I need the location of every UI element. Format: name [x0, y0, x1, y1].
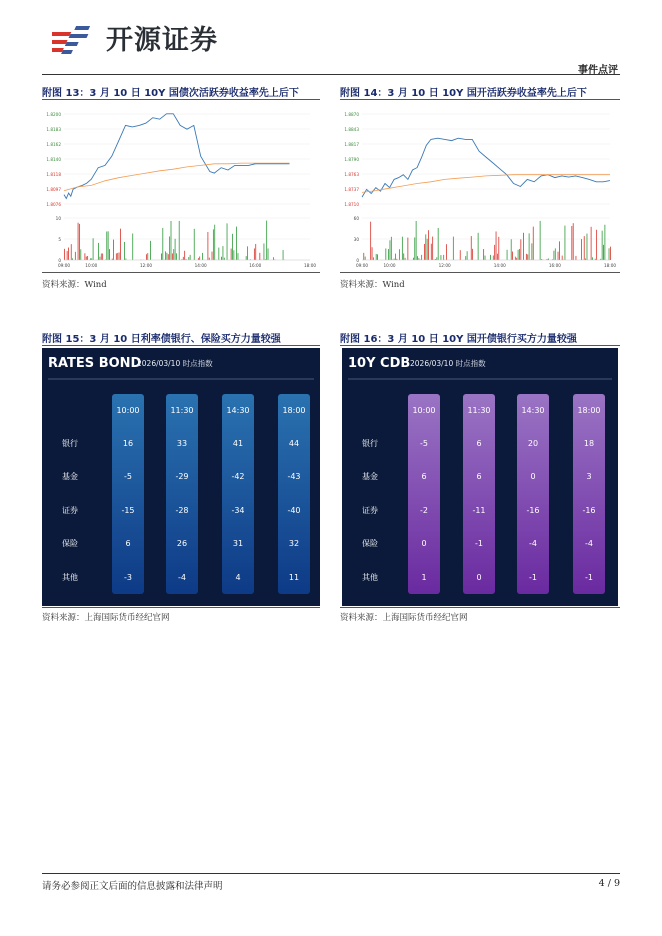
volume-bar: [188, 257, 189, 260]
x-tick-label: 14:00: [194, 263, 207, 268]
cell-value: -2: [420, 506, 428, 515]
volume-bar: [507, 250, 508, 260]
row-label: 保险: [362, 539, 378, 548]
volume-bar: [391, 237, 392, 260]
volume-bar: [175, 239, 176, 260]
brand-logo-icon: [52, 22, 104, 60]
volume-bar: [571, 226, 572, 260]
figure-16-caption-rule: [340, 345, 620, 346]
volume-bar: [555, 248, 556, 260]
cell-value: -5: [420, 439, 428, 448]
volume-bar: [436, 257, 437, 260]
volume-bar: [407, 238, 408, 260]
volume-bar: [610, 247, 611, 260]
volume-bar: [403, 253, 404, 260]
volume-bar: [390, 240, 391, 260]
volume-bar: [98, 243, 99, 260]
volume-bar: [264, 243, 265, 260]
volume-bar: [108, 231, 109, 260]
row-label: 保险: [62, 539, 78, 548]
volume-bar: [209, 258, 210, 260]
cell-value: 32: [288, 539, 300, 548]
volume-bar: [214, 225, 215, 260]
document-type: 事件点评: [578, 65, 618, 76]
cell-value: -29: [175, 472, 189, 481]
figure-16-panel: [342, 348, 618, 606]
cell-value: -16: [526, 506, 540, 515]
figure-14-source-rule: [340, 272, 620, 273]
volume-bar: [80, 249, 81, 260]
volume-bar: [460, 250, 461, 260]
volume-bar: [443, 255, 444, 260]
volume-bar: [604, 225, 605, 260]
volume-bar: [446, 244, 447, 260]
volume-bar: [540, 221, 541, 260]
y-tick-label: 1.8140: [46, 157, 61, 162]
figure-15-caption-rule: [42, 345, 320, 346]
volume-bar: [531, 243, 532, 260]
volume-bar: [101, 253, 102, 260]
volume-bar: [132, 233, 133, 260]
row-label: 银行: [62, 439, 78, 448]
volume-tick-label: 0: [58, 258, 61, 263]
volume-bar: [584, 236, 585, 260]
volume-bar: [431, 244, 432, 260]
cell-value: -5: [124, 472, 132, 481]
brand-name: 开源证券: [106, 25, 218, 56]
cell-value: -34: [231, 506, 245, 515]
cell-value: 1: [421, 573, 427, 582]
cell-value: 20: [527, 439, 539, 448]
cell-value: -42: [231, 472, 245, 481]
cell-value: 0: [476, 573, 482, 582]
volume-bar: [183, 257, 184, 260]
volume-bar: [79, 224, 80, 260]
cell-value: -1: [475, 539, 483, 548]
volume-bar: [554, 251, 555, 260]
cell-value: 0: [421, 539, 427, 548]
footer-rule: [42, 873, 620, 874]
cell-value: -1: [585, 573, 593, 582]
y-tick-label: 1.8763: [344, 172, 359, 177]
volume-bar: [224, 258, 225, 260]
volume-bar: [511, 239, 512, 260]
volume-bar: [478, 233, 479, 260]
cell-value: -4: [529, 539, 537, 548]
row-label: 其他: [362, 573, 378, 582]
volume-bar: [581, 239, 582, 260]
figure-13-source-rule: [42, 272, 320, 273]
volume-bar: [483, 249, 484, 260]
row-label: 基金: [362, 472, 378, 481]
volume-bar: [465, 256, 466, 260]
volume-bar: [512, 252, 513, 260]
figure-15-caption: 附图 15：3 月 10 日利率债银行、保险买方力量较强: [42, 334, 281, 345]
volume-bar: [194, 229, 195, 260]
volume-bar: [165, 251, 166, 260]
row-label: 基金: [62, 472, 78, 481]
volume-tick-label: 10: [55, 216, 61, 221]
volume-bar: [363, 253, 364, 260]
volume-bar: [273, 257, 274, 260]
cell-value: 6: [421, 472, 427, 481]
x-tick-label: 18:00: [303, 263, 317, 268]
volume-bar: [372, 247, 373, 260]
volume-bar: [416, 221, 417, 260]
volume-bar: [565, 226, 566, 260]
figure-15-source-rule: [42, 607, 320, 608]
volume-bar: [75, 252, 76, 260]
cell-value: 41: [232, 439, 244, 448]
cell-value: 33: [176, 439, 188, 448]
volume-bar: [255, 244, 256, 260]
volume-bar: [119, 252, 120, 260]
volume-bar: [169, 236, 170, 260]
volume-bar: [184, 251, 185, 260]
y-tick-label: 1.8817: [344, 142, 359, 147]
figure-16-caption: 附图 16：3 月 10 日 10Y 国开债银行买方力量较强: [340, 334, 577, 345]
volume-bar: [377, 254, 378, 260]
cell-value: 6: [476, 472, 482, 481]
volume-bar: [376, 254, 377, 260]
volume-bar: [529, 233, 530, 260]
volume-bar: [179, 221, 180, 260]
cell-value: -4: [585, 539, 593, 548]
volume-bar: [485, 256, 486, 260]
volume-bar: [385, 248, 386, 260]
x-tick-label: 10:00: [383, 263, 396, 268]
column-header: 10:00: [412, 406, 436, 415]
volume-bar: [238, 253, 239, 260]
volume-bar: [232, 234, 233, 260]
volume-bar: [573, 223, 574, 260]
volume-bar: [71, 244, 72, 260]
figure-15-source: 资料来源：上海国际货币经纪官网: [42, 613, 170, 623]
volume-bar: [498, 237, 499, 260]
cell-value: -15: [121, 506, 135, 515]
volume-tick-label: 5: [58, 237, 61, 242]
volume-bar: [526, 254, 527, 260]
y-tick-label: 1.8200: [46, 112, 61, 117]
x-tick-label: 12:00: [438, 263, 451, 268]
volume-tick-label: 60: [353, 216, 359, 221]
volume-bar: [150, 241, 151, 260]
volume-bar: [365, 257, 366, 260]
volume-bar: [596, 230, 597, 260]
volume-bar: [208, 232, 209, 260]
volume-bar: [100, 257, 101, 260]
volume-bar: [173, 249, 174, 260]
column-background: [517, 394, 549, 594]
volume-bar: [373, 257, 374, 260]
volume-bar: [395, 254, 396, 260]
cell-value: -40: [287, 506, 301, 515]
volume-bar: [520, 239, 521, 260]
panel-title: 10Y CDB: [348, 356, 411, 371]
volume-bar: [603, 245, 604, 260]
volume-bar: [421, 255, 422, 260]
column-header: 14:30: [226, 406, 250, 415]
volume-bar: [370, 222, 371, 260]
volume-bar: [117, 253, 118, 260]
volume-bar: [218, 248, 219, 260]
volume-bar: [602, 231, 603, 260]
column-background: [573, 394, 605, 594]
footer-disclaimer: 请务必参阅正文后面的信息披露和法律声明: [42, 881, 223, 892]
page-number: 4 / 9: [598, 878, 620, 889]
volume-bar: [453, 237, 454, 260]
volume-bar: [172, 253, 173, 260]
figure-16-source: 资料来源：上海国际货币经纪官网: [340, 613, 468, 623]
volume-bar: [227, 223, 228, 260]
cell-value: 3: [586, 472, 592, 481]
volume-bar: [405, 258, 406, 260]
volume-bar: [402, 237, 403, 260]
cell-value: 6: [125, 539, 131, 548]
y-tick-label: 1.8076: [46, 202, 61, 207]
y-tick-label: 1.8097: [46, 187, 61, 192]
column-background: [408, 394, 440, 594]
volume-bar: [417, 256, 418, 260]
cell-value: -3: [124, 573, 132, 582]
y-tick-label: 1.8162: [46, 142, 61, 147]
volume-bar: [247, 246, 248, 260]
volume-bar: [516, 258, 517, 260]
x-tick-label: 16:00: [249, 263, 262, 268]
volume-bar: [259, 253, 260, 260]
column-background: [166, 394, 198, 594]
cell-value: 44: [288, 439, 300, 448]
volume-bar: [438, 228, 439, 260]
x-tick-label: 12:00: [139, 263, 153, 268]
volume-bar: [86, 257, 87, 260]
volume-bar: [199, 257, 200, 260]
cell-value: -4: [178, 573, 186, 582]
cell-value: -28: [175, 506, 189, 515]
volume-bar: [231, 249, 232, 260]
volume-tick-label: 0: [356, 258, 359, 263]
column-background: [278, 394, 310, 594]
row-label: 证券: [362, 506, 378, 515]
cell-value: 18: [583, 439, 595, 448]
cell-value: -16: [582, 506, 596, 515]
volume-bar: [212, 252, 213, 260]
volume-bar: [414, 237, 415, 260]
volume-bar: [428, 230, 429, 260]
volume-bar: [497, 254, 498, 260]
volume-bar: [116, 253, 117, 260]
column-header: 11:30: [170, 406, 194, 415]
row-label: 证券: [62, 506, 78, 515]
volume-bar: [441, 255, 442, 260]
figure-14-source: 资料来源：Wind: [340, 280, 405, 290]
volume-bar: [493, 256, 494, 260]
volume-bar: [591, 227, 592, 260]
y-tick-label: 1.8870: [344, 112, 359, 117]
volume-bar: [87, 256, 88, 260]
volume-bar: [559, 241, 560, 260]
volume-bar: [515, 257, 516, 260]
volume-bar: [494, 245, 495, 260]
volume-bar: [85, 253, 86, 260]
cell-value: -11: [472, 506, 486, 515]
figure-13-source: 资料来源：Wind: [42, 280, 107, 290]
cell-value: 31: [232, 539, 244, 548]
column-header: 10:00: [116, 406, 140, 415]
volume-bar: [399, 249, 400, 260]
volume-bar: [576, 256, 577, 260]
volume-bar: [519, 249, 520, 260]
volume-bar: [146, 254, 147, 260]
volume-bar: [283, 250, 284, 260]
figure-13-caption: 附图 13：3 月 10 日 10Y 国债次活跃券收益率先上后下: [42, 88, 299, 99]
cell-value: 11: [288, 573, 300, 582]
volume-bar: [236, 227, 237, 260]
column-header: 18:00: [282, 406, 306, 415]
volume-bar: [176, 253, 177, 260]
volume-bar: [78, 223, 79, 260]
volume-bar: [609, 248, 610, 260]
volume-bar: [496, 231, 497, 260]
cell-value: -43: [287, 472, 301, 481]
volume-bar: [68, 248, 69, 260]
volume-bar: [518, 250, 519, 260]
y-tick-label: 1.8710: [344, 202, 359, 207]
volume-bar: [472, 249, 473, 260]
y-tick-label: 1.8737: [344, 187, 359, 192]
volume-bar: [388, 249, 389, 260]
column-background: [463, 394, 495, 594]
panel-subtitle: 2026/03/10 时点指数: [410, 359, 486, 368]
y-tick-label: 1.8843: [344, 127, 359, 132]
x-tick-label: 18:00: [603, 263, 617, 268]
volume-bar: [562, 256, 563, 260]
volume-bar: [424, 244, 425, 260]
x-tick-label: 09:00: [355, 263, 369, 268]
volume-bar: [202, 253, 203, 260]
x-tick-label: 16:00: [548, 263, 561, 268]
figure-14-caption: 附图 14：3 月 10 日 10Y 国开活跃券收益率先上后下: [340, 88, 587, 99]
volume-bar: [120, 229, 121, 260]
volume-bar: [102, 253, 103, 260]
volume-bar: [254, 248, 255, 260]
volume-bar: [471, 236, 472, 260]
cell-value: 4: [235, 573, 241, 582]
figure-13-chart: [42, 102, 320, 270]
volume-bar: [558, 252, 559, 260]
figure-15-panel: [42, 348, 320, 606]
volume-bar: [109, 249, 110, 260]
volume-bar: [592, 257, 593, 260]
x-tick-label: 10:00: [85, 263, 98, 268]
x-tick-label: 14:00: [493, 263, 506, 268]
figure-13-caption-rule: [42, 99, 320, 100]
figure-14-chart: [340, 102, 620, 270]
volume-bar: [425, 234, 426, 260]
figure-14-caption-rule: [340, 99, 620, 100]
figure-16-source-rule: [340, 607, 620, 608]
volume-bar: [533, 227, 534, 260]
volume-bar: [147, 253, 148, 260]
volume-bar: [106, 231, 107, 260]
panel-subtitle: 2026/03/10 时点指数: [137, 359, 213, 368]
volume-bar: [266, 221, 267, 260]
column-header: 11:30: [467, 406, 491, 415]
cell-value: 6: [476, 439, 482, 448]
volume-bar: [162, 228, 163, 260]
y-tick-label: 1.8790: [344, 157, 359, 162]
volume-bar: [268, 248, 269, 260]
volume-bar: [167, 253, 168, 260]
volume-bar: [432, 237, 433, 260]
y-tick-label: 1.8183: [46, 127, 61, 132]
volume-bar: [168, 254, 169, 260]
column-background: [112, 394, 144, 594]
volume-bar: [124, 242, 125, 260]
panel-title: RATES BOND: [48, 356, 142, 371]
volume-bar: [67, 251, 68, 260]
volume-bar: [490, 255, 491, 260]
volume-bar: [523, 233, 524, 260]
volume-bar: [221, 257, 222, 260]
volume-bar: [427, 239, 428, 260]
row-label: 银行: [362, 439, 378, 448]
volume-bar: [213, 229, 214, 260]
cell-value: 16: [122, 439, 134, 448]
cell-value: 26: [176, 539, 188, 548]
volume-bar: [113, 240, 114, 260]
volume-tick-label: 30: [353, 237, 359, 242]
row-label: 其他: [62, 573, 78, 582]
volume-bar: [587, 234, 588, 260]
cell-value: -1: [529, 573, 537, 582]
volume-bar: [93, 238, 94, 260]
volume-bar: [64, 249, 65, 260]
volume-bar: [233, 250, 234, 260]
volume-bar: [527, 254, 528, 260]
volume-bar: [246, 256, 247, 260]
column-background: [222, 394, 254, 594]
volume-bar: [467, 251, 468, 260]
header-rule: [42, 74, 620, 75]
cell-value: 0: [530, 472, 536, 481]
volume-bar: [223, 246, 224, 260]
y-tick-label: 1.8118: [46, 172, 61, 177]
volume-bar: [190, 255, 191, 260]
column-header: 14:30: [521, 406, 545, 415]
volume-bar: [413, 258, 414, 260]
column-header: 18:00: [577, 406, 601, 415]
volume-bar: [171, 221, 172, 260]
chart-background: [340, 102, 620, 270]
x-tick-label: 09:00: [57, 263, 71, 268]
volume-bar: [161, 253, 162, 260]
